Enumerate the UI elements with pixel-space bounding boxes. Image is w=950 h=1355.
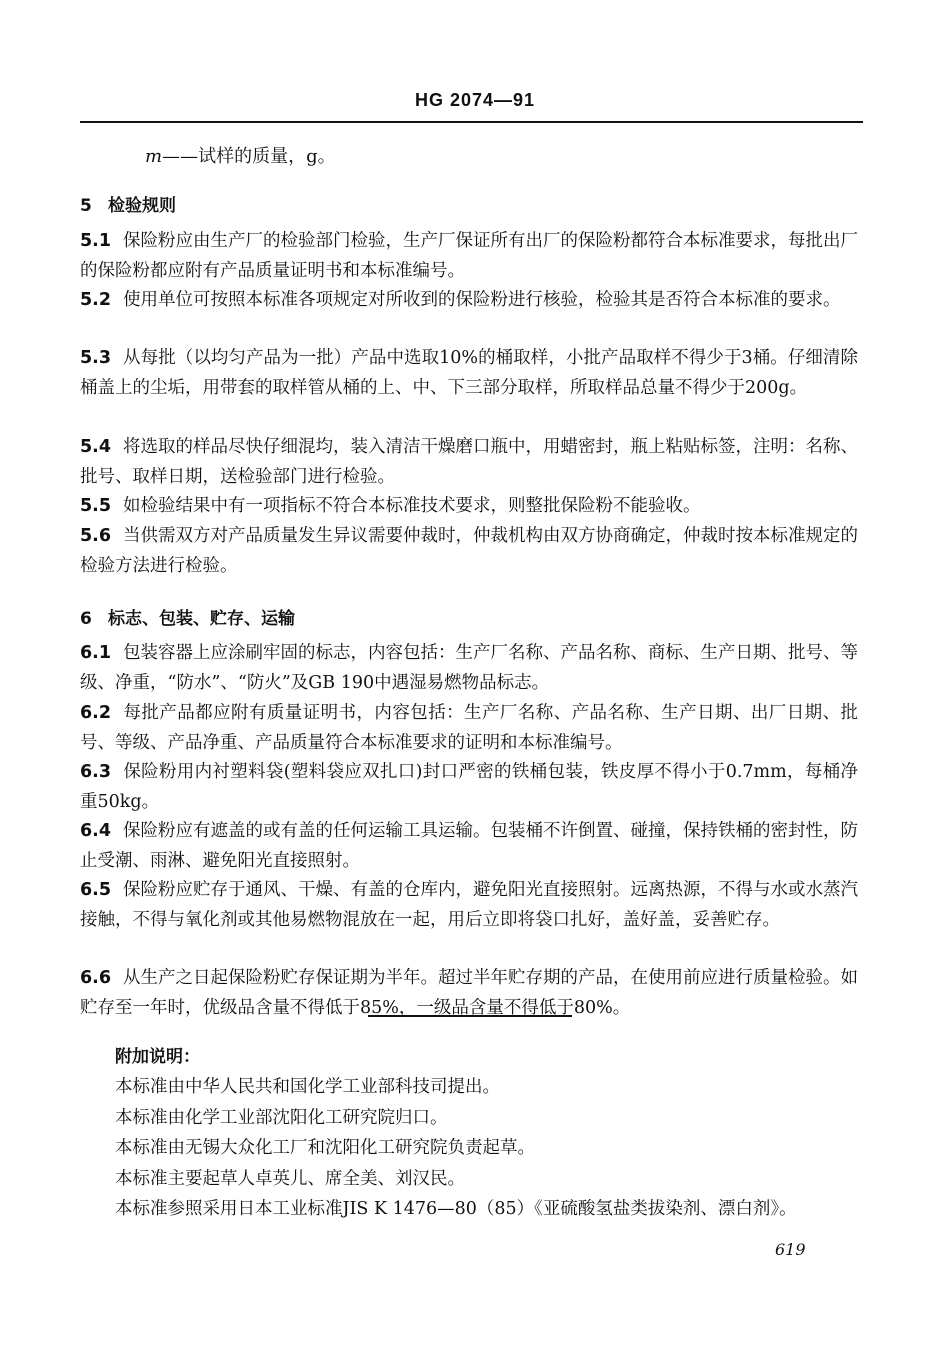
clause-text: 每批产品都应附有质量证明书，内容包括：生产厂名称、产品名称、生产日期、出厂日期、批号、等级、产品净重、产品质量符合本标准要求的证明和本标准编号。 <box>80 703 858 753</box>
clause-text: 保险粉应贮存于通风、干燥、有盖的仓库内，避免阳光直接照射。远离热源，不得与水或水蒸汽接触，不得与氧化剂或其他易燃物混放在一起，用后立即将袋口扎好，盖好盖，妥善贮存。 <box>80 880 859 930</box>
clause-number: 5.4 <box>80 437 112 457</box>
formula-definition <box>145 142 336 168</box>
clause-5-5 <box>80 492 858 522</box>
clause-number: 6.1 <box>80 643 112 663</box>
clause-text: 使用单位可按照本标准各项规定对所收到的保险粉进行核验，检验其是否符合本标准的要求。 <box>123 290 841 310</box>
section-number: 5 <box>80 196 92 216</box>
formula-variable: m <box>145 146 163 167</box>
notes-list <box>115 1072 875 1225</box>
clause-text: 将选取的样品尽快仔细混均，装入清洁干燥磨口瓶中，用蜡密封，瓶上粘贴标签，注明：名称、批号、取样日期，送检验部门进行检验。 <box>80 437 859 487</box>
formula-text: ——试样的质量，g。 <box>162 146 336 167</box>
clause-number: 6.3 <box>80 762 112 782</box>
note-line: 本标准主要起草人卓英儿、席全美、刘汉民。 <box>115 1168 465 1189</box>
clause-text: 当供需双方对产品质量发生异议需要仲裁时，仲裁机构由双方协商确定，仲裁时按本标准规定的检验方法进行检验。 <box>80 526 859 576</box>
clause-text: 包装容器上应涂刷牢固的标志，内容包括：生产厂名称、产品名称、商标、生产日期、批号、等级、净重，“防水”、“防火”及GB 190中遇湿易燃物品标志。 <box>80 643 859 693</box>
clause-text: 如检验结果中有一项指标不符合本标准技术要求，则整批保险粉不能验收。 <box>123 496 701 516</box>
clause-number: 6.5 <box>80 880 112 900</box>
note-line: 本标准由化学工业部沈阳化工研究院归口。 <box>115 1107 448 1128</box>
clause-number: 6.2 <box>80 703 112 723</box>
header-rule <box>80 121 863 123</box>
clause-text: 保险粉应有遮盖的或有盖的任何运输工具运输。包装桶不许倒置、碰撞，保持铁桶的密封性，防止受潮、雨淋、避免阳光直接照射。 <box>80 821 859 871</box>
clause-6-1 <box>80 639 858 698</box>
clause-number: 5.1 <box>80 231 112 251</box>
clause-number: 6.6 <box>80 968 112 988</box>
section-number: 6 <box>80 609 92 629</box>
section-divider <box>368 1015 572 1017</box>
note-line: 本标准由无锡大众化工厂和沈阳化工研究院负责起草。 <box>115 1138 535 1158</box>
clause-6-5 <box>80 876 858 935</box>
clause-5-6 <box>80 522 858 581</box>
clause-number: 5.2 <box>80 290 112 310</box>
section-title: 检验规则 <box>108 196 176 216</box>
section-5-heading <box>80 191 176 216</box>
clause-number: 6.4 <box>80 821 112 841</box>
clause-6-4 <box>80 817 858 876</box>
note-line: 本标准参照采用日本工业标准JIS K 1476—80（85）《亚硫酸氢盐类拔染剂、漂白剂》。 <box>115 1199 797 1219</box>
clause-5-1 <box>80 227 858 286</box>
section-title: 标志、包装、贮存、运输 <box>108 609 295 629</box>
clause-number: 5.5 <box>80 496 112 516</box>
notes-title: 附加说明： <box>115 1047 200 1067</box>
clause-text: 从每批（以均匀产品为一批）产品中选取10%的桶取样，小批产品取样不得少于3桶。仔细清除桶盖上的尘垢，用带套的取样管从桶的上、中、下三部分取样，所取样品总量不得少于200g。 <box>80 348 858 398</box>
note-line: 本标准由中华人民共和国化学工业部科技司提出。 <box>115 1077 500 1097</box>
clause-6-2 <box>80 699 858 758</box>
standard-code-header: HG 2074—91 <box>414 90 536 110</box>
clause-text: 从生产之日起保险粉贮存保证期为半年。超过半年贮存期的产品，在使用前应进行质量检验。如贮存至一年时，优级品含量不得低于85%，一级品含量不得低于80%。 <box>80 968 859 1018</box>
clause-number: 5.3 <box>80 348 112 368</box>
clause-text: 保险粉用内衬塑料袋(塑料袋应双扎口)封口严密的铁桶包装，铁皮厚不得小于0.7mm，每桶净重50kg。 <box>80 762 858 812</box>
clause-5-2 <box>80 286 858 316</box>
section-6-heading <box>80 604 295 629</box>
clause-6-3 <box>80 758 858 817</box>
clause-5-4 <box>80 433 858 492</box>
clause-text: 保险粉应由生产厂的检验部门检验，生产厂保证所有出厂的保险粉都符合本标准要求，每批出厂的保险粉都应附有产品质量证明书和本标准编号。 <box>80 231 859 281</box>
clause-5-3 <box>80 344 858 403</box>
page-number: 619 <box>775 1240 806 1259</box>
clause-number: 5.6 <box>80 526 112 546</box>
